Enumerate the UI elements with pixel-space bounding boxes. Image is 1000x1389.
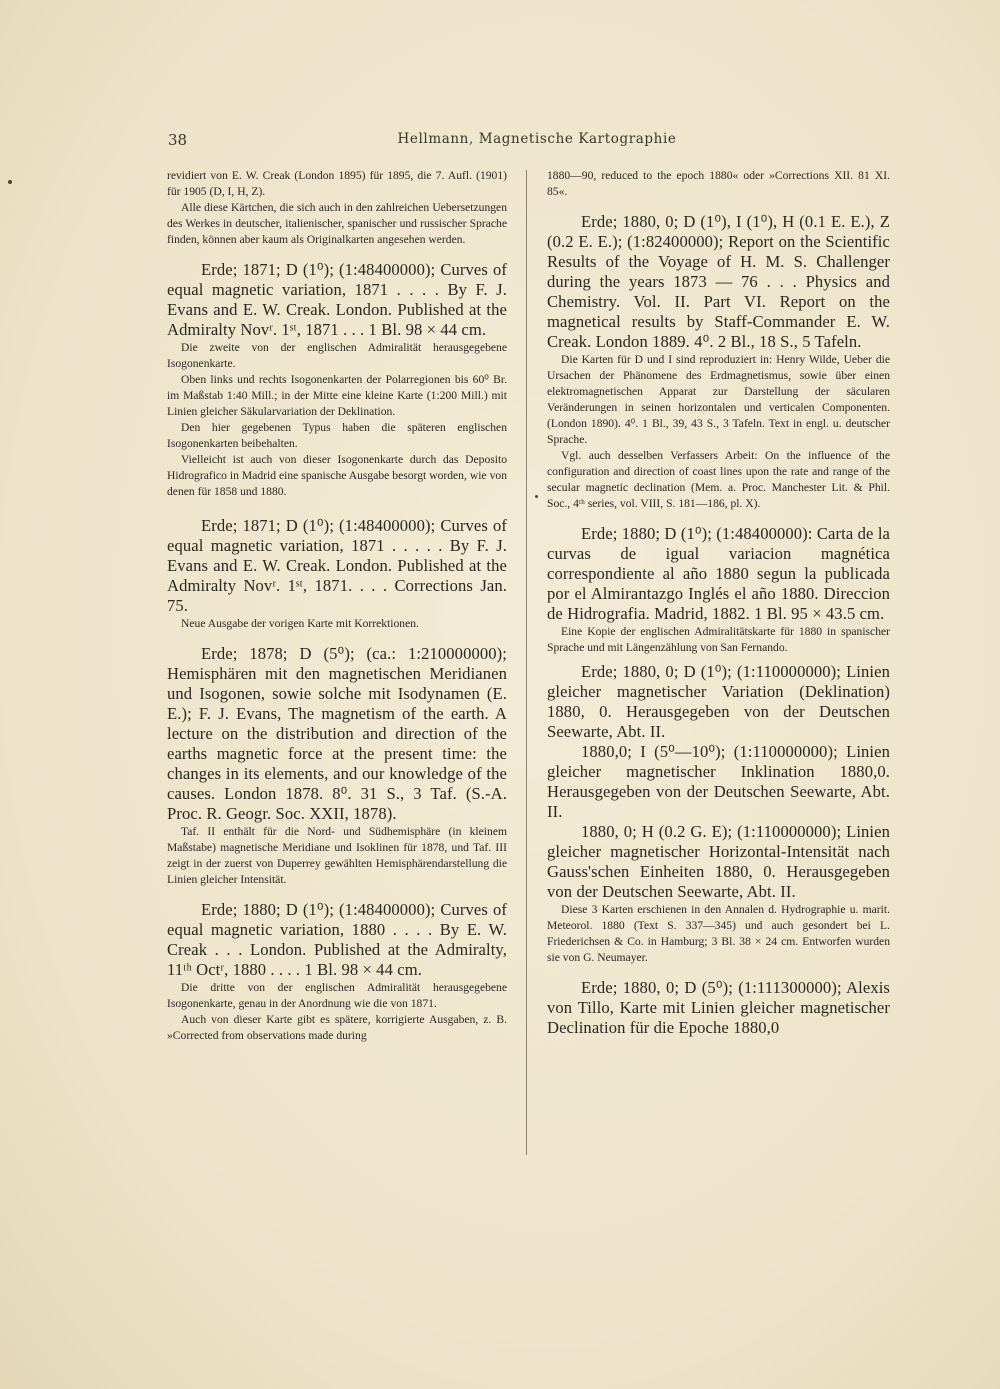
right-column bbox=[547, 168, 890, 1038]
bibliographic-entry: Erde; 1880; D (1⁰); (1:48400000): Carta de la curvas de igual variacion magnética correspondiente al año 1880 segun la publicada por el Almirantazgo Inglés el año 1880. Direccion de Hidrografia. Madrid, 1882. 1 Bl. 95 × 43.5 cm. bbox=[547, 524, 890, 623]
paragraph: Den hier gegebenen Typus haben die späteren englischen Isogonenkarten beibehalten. bbox=[167, 421, 507, 450]
paragraph: Die Karten für D und I sind reproduziert in: Henry Wilde, Ueber die Ursachen der Phänomene des Erdmagnetismus, sowie über einen elektromagnetischen Apparat zur Darstellung der säcularen Veränderungen in seinen horizontalen und verticalen Componenten. (London 1890). 4⁰. 1 Bl., 39, 43 S., 3 Tafeln. Text in engl. u. deutscher Sprache. bbox=[547, 353, 890, 446]
paragraph: Auch von dieser Karte gibt es spätere, korrigierte Ausgaben, z. B. »Corrected from observations made during bbox=[167, 1013, 507, 1042]
paragraph: Neue Ausgabe der vorigen Karte mit Korrektionen. bbox=[181, 617, 419, 630]
paragraph: Vielleicht ist auch von dieser Isogonenkarte durch das Deposito Hidrografico in Madrid eine spanische Ausgabe besorgt worden, wie von denen für 1858 und 1880. bbox=[167, 453, 507, 498]
paragraph: Taf. II enthält für die Nord- und Südhemisphäre (in kleinem Maßstabe) magnetische Meridiane und Isoklinen für 1878, und Taf. III zeigt in der zuerst von Duperrey gewählten Hemisphärendarstellung die Linien gleicher Intensität. bbox=[167, 825, 507, 886]
paragraph: Vgl. auch desselben Verfassers Arbeit: On the influence of the configuration and direction of coast lines upon the rate and range of the secular magnetic declination (Mem. a. Proc. Manchester Lit. & Phil. Soc., 4ᵗʰ series, vol. VIII, S. 181—186, pl. X). bbox=[547, 449, 890, 510]
running-head: Hellmann, Magnetische Kartographie bbox=[397, 131, 677, 147]
bibliographic-entry: Erde; 1880; D (1⁰); (1:48400000); Curves of equal magnetic variation, 1880 . . . . By E. W. Creak . . . London. Published at the Admiralty, 11ᵗʰ Octʳ, 1880 . . . . 1 Bl. 98 × 44 cm. bbox=[167, 900, 507, 979]
paragraph: Diese 3 Karten erschienen in den Annalen d. Hydrographie u. marit. Meteorol. 1880 (Text S. 337—345) und auch gesondert bei L. Friederichsen & Co. in Hamburg; 3 Bl. 38 × 24 cm. Entworfen wurden sie von G. Neumayer. bbox=[547, 903, 890, 964]
print-speck bbox=[535, 495, 538, 498]
paragraph: Oben links und rechts Isogonenkarten der Polarregionen bis 60⁰ Br. im Maßstab 1:40 Mill.; in der Mitte eine kleine Karte (1:200 Mill.) mit Linien gleicher Säkularvariation der Deklination. bbox=[167, 373, 507, 418]
column-divider bbox=[526, 170, 527, 1155]
paragraph: Eine Kopie der englischen Admiralitätskarte für 1880 in spanischer Sprache und mit Längenzählung von San Fernando. bbox=[547, 625, 890, 654]
bibliographic-entry: 1880,0; I (5⁰—10⁰); (1:110000000); Linien gleicher magnetischer Inklination 1880,0. Herausgegeben von der Deutschen Seewarte, Abt. II. bbox=[547, 742, 890, 821]
print-speck bbox=[8, 180, 12, 184]
bibliographic-entry: Erde; 1871; D (1⁰); (1:48400000); Curves of equal magnetic variation, 1871 . . . . . By F. J. Evans and E. W. Creak. London. Published at the Admiralty Novʳ. 1ˢᵗ, 1871. . . . Corrections Jan. 75. bbox=[167, 516, 507, 615]
bibliographic-entry: Erde; 1871; D (1⁰); (1:48400000); Curves of equal magnetic variation, 1871 . . . . By F. J. Evans and E. W. Creak. London. Published at the Admiralty Novʳ. 1ˢᵗ, 1871 . . . 1 Bl. 98 × 44 cm. bbox=[167, 260, 507, 339]
paragraph: Die dritte von der englischen Admiralität herausgegebene Isogonenkarte, genau in der Anordnung wie die von 1871. bbox=[167, 981, 507, 1010]
bibliographic-entry: 1880, 0; H (0.2 G. E); (1:110000000); Linien gleicher magnetischer Horizontal-Intensität nach Gauss'schen Einheiten 1880, 0. Herausgegeben von der Deutschen Seewarte, Abt. II. bbox=[547, 822, 890, 901]
left-column bbox=[167, 168, 507, 1044]
bibliographic-entry: Erde; 1880, 0; D (5⁰); (1:111300000); Alexis von Tillo, Karte mit Linien gleicher magnetischer Declination für die Epoche 1880,0 bbox=[547, 978, 890, 1037]
paragraph: revidiert von E. W. Creak (London 1895) für 1895, die 7. Aufl. (1901) für 1905 (D, I, H, Z). bbox=[167, 169, 507, 198]
bibliographic-entry: Erde; 1880, 0; D (1⁰); (1:110000000); Linien gleicher magnetischer Variation (Deklination) 1880, 0. Herausgegeben von der Deutschen Seewarte, Abt. II. bbox=[547, 662, 890, 741]
page-header bbox=[168, 131, 906, 155]
paragraph: Alle diese Kärtchen, die sich auch in den zahlreichen Uebersetzungen des Werkes in deutscher, italienischer, spanischer und russischer Sprache finden, können aber kaum als Originalkarten angesehen werden. bbox=[167, 201, 507, 246]
bibliographic-entry: Erde; 1880, 0; D (1⁰), I (1⁰), H (0.1 E. E.), Z (0.2 E. E.); (1:82400000); Report on the Scientific Results of the Voyage of H. M. S. Challenger during the years 1873 — 76 . . . Physics and Chemistry. Vol. II. Part VI. Report on the magnetical results by Staff-Commander E. W. Creak. London 1889. 4⁰. 2 Bl., 18 S., 5 Tafeln. bbox=[547, 212, 890, 351]
page-number: 38 bbox=[168, 131, 188, 149]
paragraph: Die zweite von der englischen Admiralität herausgegebene Isogonenkarte. bbox=[167, 341, 507, 370]
bibliographic-entry: Erde; 1878; D (5⁰); (ca.: 1:210000000); Hemisphären mit den magnetischen Meridianen und Isogonen, sowie solche mit Isodynamen (E. E.); F. J. Evans, The magnetism of the earth. A lecture on the distribution and direction of the earths magnetic force at the present time: the changes in its elements, and our knowledge of the causes. London 1878. 8⁰. 31 S., 3 Taf. (S.-A. Proc. R. Geogr. Soc. XXII, 1878). bbox=[167, 644, 507, 823]
paragraph: 1880—90, reduced to the epoch 1880« oder »Corrections XII. 81 XI. 85«. bbox=[547, 169, 890, 198]
